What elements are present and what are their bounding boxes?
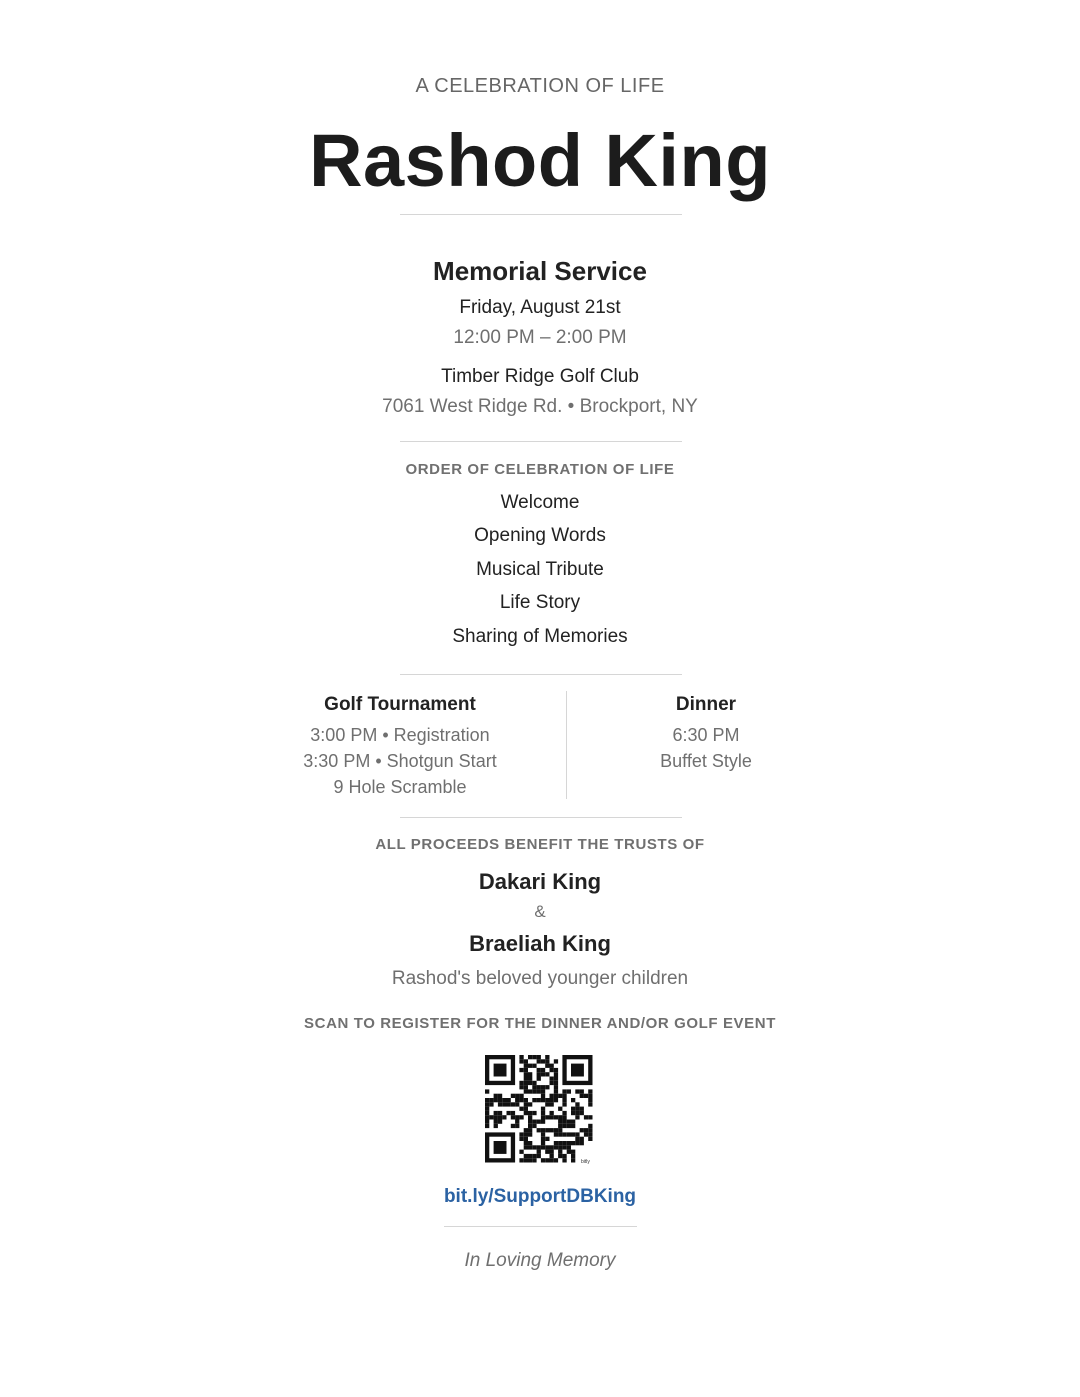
order-item: Welcome	[500, 492, 580, 513]
qr-module	[545, 1150, 549, 1154]
qr-module	[558, 1094, 562, 1098]
qr-module	[545, 1137, 549, 1141]
qr-module	[532, 1154, 536, 1158]
qr-module	[584, 1094, 588, 1098]
qr-module	[524, 1132, 528, 1136]
qr-module	[550, 1068, 554, 1072]
qr-module	[588, 1128, 592, 1132]
qr-module	[485, 1102, 489, 1106]
qr-module	[562, 1120, 566, 1124]
qr-module	[528, 1141, 532, 1145]
qr-module	[550, 1081, 554, 1085]
qr-module	[537, 1128, 541, 1132]
qr-module	[541, 1068, 545, 1072]
qr-module	[541, 1085, 545, 1089]
qr-module	[541, 1089, 545, 1093]
memorial-service-title: Memorial Service	[433, 256, 647, 286]
qr-module	[545, 1098, 549, 1102]
qr-module	[571, 1132, 575, 1136]
qr-module	[515, 1120, 519, 1124]
qr-module	[575, 1132, 579, 1136]
qr-module	[528, 1064, 532, 1068]
qr-module	[541, 1059, 545, 1063]
qr-module	[528, 1077, 532, 1081]
divider	[444, 1226, 637, 1227]
qr-module	[519, 1059, 523, 1063]
qr-module	[524, 1111, 528, 1115]
dinner-detail: Buffet Style	[660, 751, 752, 771]
qr-module	[519, 1068, 523, 1072]
qr-module	[567, 1124, 571, 1128]
qr-module	[571, 1124, 575, 1128]
qr-module	[485, 1098, 489, 1102]
qr-module	[524, 1137, 528, 1141]
qr-module	[580, 1137, 584, 1141]
qr-module	[554, 1098, 558, 1102]
qr-module	[485, 1111, 489, 1115]
qr-module	[562, 1098, 566, 1102]
qr-module	[550, 1145, 554, 1149]
qr-module	[485, 1089, 489, 1093]
qr-module	[588, 1089, 592, 1093]
qr-module	[550, 1098, 554, 1102]
qr-module	[507, 1098, 511, 1102]
qr-module	[528, 1154, 532, 1158]
qr-module	[550, 1150, 554, 1154]
qr-module	[571, 1154, 575, 1158]
qr-module	[528, 1124, 532, 1128]
qr-module	[550, 1102, 554, 1106]
qr-module	[528, 1115, 532, 1119]
qr-module	[550, 1094, 554, 1098]
qr-module	[558, 1115, 562, 1119]
qr-module	[532, 1098, 536, 1102]
memorial-address: 7061 West Ridge Rd. • Brockport, NY	[382, 396, 698, 417]
link-wrapper	[0, 1186, 1080, 1208]
qr-module	[524, 1081, 528, 1085]
qr-module	[558, 1154, 562, 1158]
divider	[400, 817, 682, 818]
qr-module	[515, 1098, 519, 1102]
qr-module	[575, 1089, 579, 1093]
qr-module	[515, 1124, 519, 1128]
qr-module	[485, 1115, 489, 1119]
qr-module	[498, 1120, 502, 1124]
qr-module	[567, 1141, 571, 1145]
qr-module	[532, 1111, 536, 1115]
qr-module	[562, 1141, 566, 1145]
qr-module	[550, 1158, 554, 1162]
qr-module	[494, 1124, 498, 1128]
qr-module	[515, 1115, 519, 1119]
qr-module	[532, 1081, 536, 1085]
qr-module	[532, 1120, 536, 1124]
qr-module	[567, 1089, 571, 1093]
qr-module	[541, 1111, 545, 1115]
qr-module	[494, 1094, 498, 1098]
qr-module	[524, 1141, 528, 1145]
qr-module	[532, 1124, 536, 1128]
qr-module	[550, 1154, 554, 1158]
qr-module	[485, 1107, 489, 1111]
qr-module	[532, 1055, 536, 1059]
qr-module	[494, 1115, 498, 1119]
qr-module	[550, 1111, 554, 1115]
qr-module	[511, 1094, 515, 1098]
qr-module	[494, 1064, 507, 1077]
qr-module	[558, 1132, 562, 1136]
qr-module	[532, 1089, 536, 1093]
register-heading: SCAN TO REGISTER FOR THE DINNER AND/OR GOLF EVENT	[304, 1015, 776, 1032]
qr-module	[511, 1102, 515, 1106]
qr-module	[485, 1120, 489, 1124]
qr-module	[524, 1154, 528, 1158]
qr-module	[588, 1137, 592, 1141]
qr-module	[554, 1085, 558, 1089]
qr-module	[528, 1128, 532, 1132]
divider	[400, 441, 682, 442]
qr-module	[511, 1124, 515, 1128]
qr-module	[571, 1150, 575, 1154]
qr-module	[537, 1120, 541, 1124]
qr-module	[567, 1132, 571, 1136]
qr-module	[519, 1107, 523, 1111]
qr-module	[537, 1055, 541, 1059]
qr-module	[562, 1124, 566, 1128]
qr-module	[571, 1120, 575, 1124]
qr-module	[558, 1150, 562, 1154]
qr-module	[588, 1094, 592, 1098]
qr-module	[554, 1094, 558, 1098]
qr-module	[519, 1158, 523, 1162]
qr-module	[571, 1141, 575, 1145]
qr-module	[532, 1064, 536, 1068]
qr-module	[575, 1111, 579, 1115]
qr-module	[562, 1111, 566, 1115]
qr-module	[537, 1098, 541, 1102]
qr-module	[494, 1098, 498, 1102]
qr-module	[532, 1145, 536, 1149]
qr-module	[519, 1081, 523, 1085]
qr-module	[554, 1115, 558, 1119]
qr-module	[554, 1081, 558, 1085]
ampersand: &	[534, 902, 546, 921]
qr-module	[541, 1094, 545, 1098]
qr-module	[545, 1102, 549, 1106]
golf-detail: 9 Hole Scramble	[333, 777, 467, 797]
child-name: Dakari King	[478, 869, 602, 894]
qr-module	[502, 1102, 506, 1106]
qr-module	[519, 1098, 523, 1102]
qr-module	[562, 1102, 566, 1106]
qr-module	[537, 1072, 541, 1076]
qr-module	[532, 1085, 536, 1089]
qr-module	[580, 1111, 584, 1115]
memorial-time: 12:00 PM – 2:00 PM	[453, 327, 627, 348]
qr-module	[528, 1132, 532, 1136]
qr-module	[537, 1154, 541, 1158]
qr-module	[519, 1132, 523, 1136]
order-item: Opening Words	[474, 525, 606, 546]
dinner-detail: 6:30 PM	[672, 725, 740, 745]
column-divider	[566, 691, 567, 799]
qr-module	[502, 1115, 506, 1119]
qr-module	[580, 1089, 584, 1093]
qr-module	[537, 1145, 541, 1149]
qr-module	[562, 1094, 566, 1098]
qr-module	[558, 1120, 562, 1124]
qr-module	[485, 1124, 489, 1128]
qr-module	[524, 1064, 528, 1068]
qr-module	[524, 1085, 528, 1089]
qr-module	[580, 1107, 584, 1111]
qr-module	[524, 1098, 528, 1102]
qr-module	[554, 1059, 558, 1063]
qr-module	[550, 1077, 554, 1081]
qr-module	[567, 1145, 571, 1149]
qr-module	[524, 1089, 528, 1093]
qr-module	[524, 1128, 528, 1132]
qr-module	[537, 1085, 541, 1089]
qr-module	[562, 1132, 566, 1136]
qr-module	[528, 1089, 532, 1093]
qr-module	[502, 1098, 506, 1102]
qr-module	[584, 1132, 588, 1136]
qr-module	[498, 1111, 502, 1115]
eyebrow-title: A CELEBRATION OF LIFE	[415, 75, 665, 97]
qr-module	[554, 1077, 558, 1081]
qr-module	[580, 1141, 584, 1145]
divider	[400, 674, 682, 675]
qr-module	[562, 1115, 566, 1119]
qr-module	[554, 1089, 558, 1093]
qr-module	[545, 1115, 549, 1119]
qr-module	[588, 1132, 592, 1136]
qr-module	[519, 1094, 523, 1098]
qr-module	[541, 1098, 545, 1102]
qr-module	[489, 1102, 493, 1106]
qr-module	[554, 1072, 558, 1076]
qr-module	[550, 1064, 554, 1068]
qr-module	[584, 1128, 588, 1132]
qr-module	[541, 1120, 545, 1124]
qr-module	[541, 1128, 545, 1132]
qr-module	[528, 1111, 532, 1115]
qr-module	[541, 1158, 545, 1162]
dinner-title: Dinner	[675, 694, 737, 715]
qr-module	[519, 1137, 523, 1141]
qr-module	[519, 1085, 523, 1089]
qr-module	[498, 1098, 502, 1102]
dinner-column	[596, 694, 816, 774]
qr-module	[494, 1120, 498, 1124]
qr-module	[545, 1055, 549, 1059]
qr-module	[515, 1102, 519, 1106]
qr-module	[545, 1145, 549, 1149]
qr-module	[558, 1141, 562, 1145]
order-heading: ORDER OF CELEBRATION OF LIFE	[405, 461, 675, 478]
memorial-venue: Timber Ridge Golf Club	[441, 366, 639, 387]
qr-module	[545, 1059, 549, 1063]
qr-module	[554, 1128, 558, 1132]
qr-module	[562, 1145, 566, 1149]
qr-module	[541, 1141, 545, 1145]
qr-module	[554, 1141, 558, 1145]
qr-module	[541, 1137, 545, 1141]
qr-module	[498, 1094, 502, 1098]
qr-module	[515, 1094, 519, 1098]
qr-module	[494, 1141, 507, 1154]
qr-module	[558, 1128, 562, 1132]
qr-module	[580, 1094, 584, 1098]
qr-module	[524, 1059, 528, 1063]
qr-module	[575, 1107, 579, 1111]
qr-module	[571, 1064, 584, 1077]
qr-module	[575, 1137, 579, 1141]
qr-module	[537, 1068, 541, 1072]
qr-module	[489, 1098, 493, 1102]
golf-detail: 3:30 PM • Shotgun Start	[303, 751, 497, 771]
qr-module	[519, 1055, 523, 1059]
memorial-date: Friday, August 21st	[459, 297, 621, 318]
qr-module	[498, 1102, 502, 1106]
qr-module	[545, 1072, 549, 1076]
qr-module	[554, 1068, 558, 1072]
support-link[interactable]: bit.ly/SupportDBKing	[443, 1186, 637, 1207]
qr-module	[528, 1120, 532, 1124]
in-loving-memory: In Loving Memory	[464, 1250, 616, 1271]
qr-module	[498, 1115, 502, 1119]
child-name: Braeliah King	[469, 931, 611, 956]
qr-module	[567, 1120, 571, 1124]
qr-module	[545, 1128, 549, 1132]
golf-detail: 3:00 PM • Registration	[310, 725, 490, 745]
qr-module	[575, 1141, 579, 1145]
divider	[400, 214, 682, 215]
qr-module	[494, 1111, 498, 1115]
qr-module	[554, 1132, 558, 1136]
qr-module	[528, 1145, 532, 1149]
order-item: Sharing of Memories	[452, 626, 628, 647]
qr-module	[528, 1055, 532, 1059]
qr-module	[524, 1102, 528, 1106]
qr-module	[524, 1072, 528, 1076]
qr-module	[524, 1145, 528, 1149]
qr-module	[588, 1098, 592, 1102]
qr-module	[528, 1072, 532, 1076]
qr-module	[580, 1128, 584, 1132]
qr-module	[519, 1150, 523, 1154]
qr-module	[528, 1158, 532, 1162]
qr-module	[507, 1102, 511, 1106]
qr-module	[554, 1158, 558, 1162]
qr-module	[545, 1064, 549, 1068]
qr-module	[562, 1158, 566, 1162]
qr-module	[524, 1077, 528, 1081]
qr-module	[511, 1111, 515, 1115]
qr-module	[541, 1072, 545, 1076]
qr-module	[545, 1085, 549, 1089]
qr-module	[489, 1115, 493, 1119]
qr-module	[588, 1102, 592, 1106]
honoree-name: Rashod King	[309, 119, 771, 202]
qr-module	[537, 1150, 541, 1154]
golf-tournament-title: Golf Tournament	[324, 694, 476, 715]
qr-module	[562, 1089, 566, 1093]
qr-module	[550, 1115, 554, 1119]
qr-module	[558, 1107, 562, 1111]
qr-module	[567, 1150, 571, 1154]
qr-module	[524, 1158, 528, 1162]
qr-module	[524, 1107, 528, 1111]
qr-module	[545, 1158, 549, 1162]
qr-module	[562, 1154, 566, 1158]
qr-module	[507, 1111, 511, 1115]
qr-module	[575, 1115, 579, 1119]
qr-module	[588, 1115, 592, 1119]
qr-module	[571, 1098, 575, 1102]
order-item: Musical Tribute	[476, 559, 604, 580]
qr-caption: bitly	[581, 1159, 590, 1165]
qr-module	[575, 1102, 579, 1106]
qr-module	[537, 1077, 541, 1081]
qr-module	[528, 1102, 532, 1106]
proceeds-heading: ALL PROCEEDS BENEFIT THE TRUSTS OF	[375, 836, 705, 853]
qr-module	[550, 1128, 554, 1132]
qr-module	[532, 1158, 536, 1162]
qr-module	[524, 1068, 528, 1072]
qr-module	[571, 1107, 575, 1111]
children-note: Rashod's beloved younger children	[391, 968, 689, 989]
qr-module	[528, 1081, 532, 1085]
golf-tournament-column	[250, 694, 550, 800]
qr-module	[558, 1145, 562, 1149]
qr-module	[541, 1107, 545, 1111]
qr-module	[541, 1132, 545, 1136]
qr-module	[511, 1115, 515, 1119]
qr-module	[554, 1145, 558, 1149]
qr-module	[571, 1158, 575, 1162]
qr-module	[541, 1115, 545, 1119]
qr-module	[537, 1089, 541, 1093]
qr-module	[571, 1111, 575, 1115]
qr-module	[588, 1124, 592, 1128]
qr-module	[584, 1115, 588, 1119]
qr-module	[541, 1145, 545, 1149]
qr-module	[558, 1124, 562, 1128]
qr-module	[519, 1115, 523, 1119]
qr-module	[537, 1059, 541, 1063]
registration-qr-code[interactable]	[485, 1055, 597, 1167]
order-item: Life Story	[499, 592, 581, 613]
